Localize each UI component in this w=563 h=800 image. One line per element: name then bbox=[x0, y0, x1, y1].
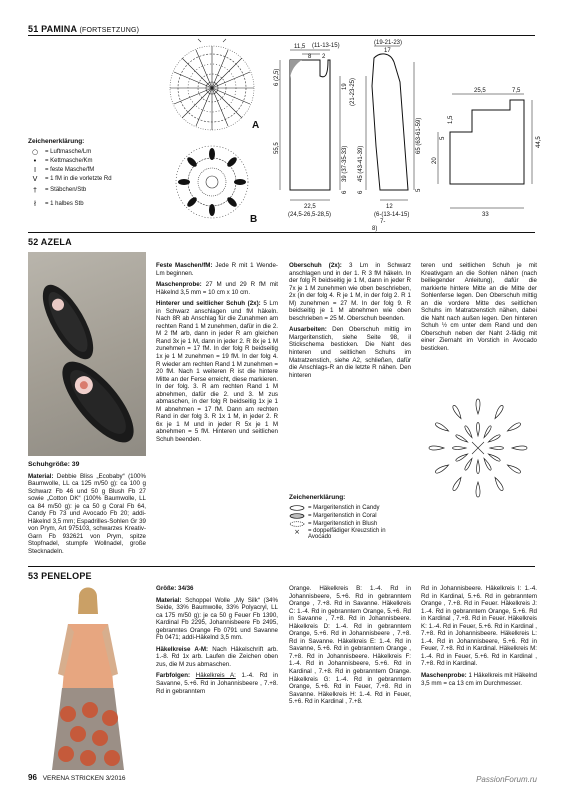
chart-label-a: A bbox=[252, 120, 260, 131]
double-crochet-icon: † bbox=[33, 186, 37, 194]
dim-label: 11,5 bbox=[294, 44, 306, 50]
dim-label: 45 (43-41-39) bbox=[358, 145, 364, 182]
dim-label: 20 bbox=[432, 157, 438, 164]
dim-label: (6-(13-14-15) bbox=[374, 212, 410, 218]
azela-shoes-photo bbox=[28, 252, 146, 456]
crochet-chart-a bbox=[168, 38, 262, 148]
shoe-illustration bbox=[28, 252, 146, 456]
half-double-crochet-icon: ł bbox=[34, 200, 36, 208]
garment-schematic bbox=[262, 36, 540, 232]
dim-label: 7,5 bbox=[512, 88, 521, 94]
crochet-chart-b bbox=[168, 140, 262, 228]
section-subtitle: (FORTSETZUNG) bbox=[79, 27, 140, 34]
dim-label: 8) bbox=[372, 226, 378, 232]
page-footer bbox=[28, 773, 125, 782]
legend-item: I = feste Masche/fM bbox=[28, 165, 158, 174]
dim-label: 25,5 bbox=[474, 88, 486, 94]
dim-label: 2 bbox=[322, 54, 326, 60]
cross-stitch-icon: × bbox=[294, 528, 300, 536]
legend-heading: Zeichenerklärung: bbox=[289, 494, 346, 501]
chain-stitch-icon: ○ bbox=[31, 147, 39, 156]
legend-52 bbox=[289, 494, 419, 540]
section-53-rule bbox=[28, 566, 535, 567]
azela-size: Schuhgröße: 39 bbox=[28, 461, 80, 468]
dim-label: 8 bbox=[308, 54, 312, 60]
dim-label: 17 bbox=[384, 48, 391, 54]
legend-item: † = Stäbchen/Stb bbox=[28, 183, 158, 197]
single-crochet-icon: I bbox=[33, 165, 37, 174]
slip-stitch-icon: • bbox=[32, 156, 38, 165]
dim-label: 6 bbox=[342, 190, 348, 194]
dim-label: 1,5 bbox=[448, 115, 454, 124]
legend-item: • = Kettmasche/Km bbox=[28, 156, 158, 165]
dim-label: 22,5 bbox=[304, 204, 316, 210]
section-number: 51 bbox=[28, 24, 39, 34]
legend-item: ł = 1 halbes Stb bbox=[28, 197, 158, 211]
azela-material: Material: Debbie Bliss „Ecobaby“ (100% Baumwolle, LL ca 125 m/50 g): ca 100 g Schwarz Fb 46 und 50 g Blush Fb 27 sowie „Cotton DK“ (100% Baumwolle, LL ca 84 m/50 g): je ca 50 g Coral Fb 64, Candy Fb 73 und Avocado Fb 20; addi-Häkelnd 3,5 mm; Espadrilles-Sohlen Gr 39 von Prym, Art 975103, schwarzes Kreativ-Garn Fb 932621 von Prym, spitze Stopfnadel, stumpfe Wollnadel, große Stecknadeln. bbox=[28, 472, 146, 556]
section-53-title bbox=[28, 571, 92, 581]
section-title: PAMINA bbox=[41, 24, 77, 34]
dim-label: 6 bbox=[358, 190, 364, 194]
dim-label: 33 bbox=[482, 212, 489, 218]
dim-label: (21-23-25) bbox=[350, 77, 356, 106]
legend-item: = Margeritenstich in Candy bbox=[289, 504, 419, 512]
dim-label: 6 (2,5) bbox=[274, 68, 280, 86]
legend-item: = Margeritenstich in Coral bbox=[289, 512, 419, 520]
dim-label: 12 bbox=[386, 204, 393, 210]
legend-item: × = doppelfädiger Kreuzstich in Avocado bbox=[289, 528, 419, 540]
dim-label: (11-13-15) bbox=[312, 43, 340, 49]
penelope-model-photo bbox=[28, 584, 146, 776]
dim-label: 65 (63-61-59) bbox=[416, 117, 422, 154]
section-number: 52 bbox=[28, 237, 39, 247]
section-52-rule bbox=[28, 232, 535, 233]
azela-column-4: teren und seitlichen Schuh je mit Kreativgarn an die Sohlen nähen (nach beiliegender Anleitung), dafür die markierte hintere Mitte an die Mitte der Sohlenferse legen. Den Oberschuh mittig an die vordere Mitte des seitlichen Schuhs im Matratzenstich nähen, dabei die Naht nach außen legen. Den hinteren Schuh ½ cm unter dem Rand und den Oberschuh neben der Naht 2-fädig mit einer Ziernaht im Vorstich in Avocado besticken. bbox=[421, 262, 537, 353]
dim-label: 55,5 bbox=[274, 142, 280, 154]
azela-column-1 bbox=[28, 461, 146, 560]
penelope-column-1: Größe: 34/36 Material: Schoppel Wolle „My Silk“ (34% Seide, 33% Baumwolle, 33% Polyacryl, LL ca 175 m/50 g): je ca 50 g Feuer Fb 1390, Kardinal Fb 2295, Johannisbeere Fb 2495, gebranntes Orange Fb 0791 und Savanne Fb 0471; addi-Häkelnd 3,5 mm. Häkelkreise A-M: Nach Häkelschrift arb. 1.-8. Rd 1x arb. Laufen die Zeichen oben zus, die M zus abmaschen. Farbfolgen: Häkelkreis A: 1.-4. Rd in Savanne, 5.+6. Rd in Johannisbeere , 7.+8. Rd in gebranntem bbox=[156, 585, 278, 695]
page-number: 96 bbox=[28, 773, 37, 782]
sc-previous-round-icon: V bbox=[32, 174, 38, 183]
daisy-stitch-candy-icon bbox=[289, 505, 305, 511]
dim-label: 39 (37-35-33) bbox=[342, 145, 348, 182]
section-title: AZELA bbox=[40, 237, 72, 247]
dim-label: 5 bbox=[416, 188, 422, 192]
daisy-stitch-coral-icon bbox=[289, 513, 305, 519]
model-illustration bbox=[28, 584, 146, 776]
legend-item: = Margeritenstich in Blush bbox=[289, 520, 419, 528]
penelope-column-3: Rd in Johannisbeere. Häkelkreis I: 1.-4. Rd in Kardinal, 5.+6. Rd in gebranntem Orange , 7.+8. Rd in Feuer. Häkelkreis J: 1.-4. Rd in gebranntem Orange, 5.+6. Rd in Kardinal , 7.+8. Rd in Feuer. Häkelkreis K: 1.-4. Rd in Feuer, 5.+6. Rd in Kardinal , 7.+8. Rd in Johannisbeere. Häkelkreis L: 1.-4. Rd in Johannisbeere, 5.+6. Rd in Feuer, 7.+8. Rd in Kardinal. Häkelkreis M: 1.-4. Rd in Feuer, 5.+6. Rd in Kardinal , 7.+8. Rd in Kardinal. Maschenprobe: 1 Häkelkreis mit Häkelnd 3,5 mm = ca 13 cm im Durchmesser. bbox=[421, 585, 537, 687]
chart-label-b: B bbox=[250, 214, 258, 225]
azela-column-3: Oberschuh (2x): 3 Lm in Schwarz anschlagen und in der 1. R 3 fM häkeln. In der folg R beidseitig je 1 M, dann in jeder R 7x je 1 M zunehmen wie oben beschrieben, 2x (in der folg 4. R je 1 M, in der folg 2. R 1 M) zunehmen = 27 M. In der folg 9. R beidseitig je 1 M abnehmen wie oben beschrieben = 25 M. Oberschuh beenden. Ausarbeiten: Den Oberschuh mittig im Margeritenstich, siehe Seite 98, il Stickschema besticken. Die Naht des hinteren und seitlichen Schuhs im Matratzenstich, siehe A2, schließen, dafür die Anschlags-R an die letzte R nähen. Den hinteren bbox=[289, 262, 411, 379]
dim-label: 5 bbox=[440, 136, 446, 140]
magazine-name: VERENA STRICKEN 3/2016 bbox=[42, 775, 126, 782]
dim-label: (19-21-23) bbox=[374, 40, 403, 46]
legend-heading: Zeichenerklärung: bbox=[28, 138, 85, 145]
legend-item: ○ = Luftmasche/Lm bbox=[28, 147, 158, 156]
daisy-stitch-blush-icon bbox=[289, 521, 305, 527]
penelope-column-2: Orange. Häkelkreis B: 1.-4. Rd in Johannisbeere, 5.+6. Rd in gebranntem Orange , 7.+8. Rd in Savanne. Häkelkreis C: 1.-4. Rd in gebranntem Orange, 5.+6. Rd in Savanne , 7.+8. Rd in Johannisbeere. Häkelkreis D: 1.-4. Rd in gebranntem Orange, 5.+6. Rd in Johannisbeere , 7.+8. Rd in Savanne. Häkelkreis E: 1.-4. Rd in Savanne, 5.+6. Rd in gebranntem Orange , 7.+8. Rd in Johannisbeere. Häkelkreis F: 1.-4. Rd in Johannisbeere, 5.+6. Rd in Kardinal , 7.+8. Rd in gebranntem Orange. Häkelkreis G: 1.-4. Rd in gebranntem Orange, 5.+6. Rd in Feuer, 7.+8. Rd in Savanne. Häkelkreis H: 1.-4. Rd in Feuer, 5.+6. Rd in Kardinal , 7.+8. bbox=[289, 585, 411, 706]
legend-51 bbox=[28, 138, 158, 211]
section-52-title bbox=[28, 237, 72, 247]
section-title: PENELOPE bbox=[41, 571, 92, 581]
legend-item: V = 1 fM in die vorletzte Rd bbox=[28, 174, 158, 183]
section-number: 53 bbox=[28, 571, 39, 581]
dim-label: 7- bbox=[380, 219, 386, 225]
dim-label: (24,5-26,5-28,5) bbox=[288, 212, 332, 218]
azela-column-2: Feste Maschen/fM: Jede R mit 1 Wende-Lm beginnen. Maschenprobe: 27 M und 29 R fM mit Häkelnd 3,5 mm = 10 cm x 10 cm. Hinterer und seitlicher Schuh (2x): 5 Lm in Schwarz anschlagen und fM häkeln. Nach 8R ab Anschlag für die Zunahmen am rechten Rand 1 M zunehmen, dafür in die 2. M 2 fM arb, dann in jeder R am gleichen Rand 3x je 1 M, dann in jeder 2. R 8x je 1 M zunehmen = 17 fM. In der folg R beidseitig 1x je 1 M zunehmen = 19 fM. In der folg 4. R wieder am rechten Rand 1 M zunehmen = 20 fM. Nach 1 weiteren R ist die hintere Mitte an der Ferse erreicht, diese markieren. In der folg. 3. R am rechten Rand 1 M abnehmen, dafür die 2. und 3. M zus abmaschen, in der folg R beidseitig 1x je 1 M abnehmen = 17 fM. Dann am rechten Rand in der folg 3. R 1x 1 M, in jeder 2. R 6x je 1 M und in jeder R 5x je 1 M abnehmen = 5 fM. Hinteren und seitlichen Schuh beenden. bbox=[156, 262, 278, 444]
dim-label: 44,5 bbox=[536, 136, 542, 148]
dim-label: 19 bbox=[342, 83, 348, 90]
site-watermark: PassionForum.ru bbox=[476, 775, 537, 784]
embroidery-chart bbox=[416, 378, 540, 518]
section-51-title bbox=[28, 24, 139, 34]
